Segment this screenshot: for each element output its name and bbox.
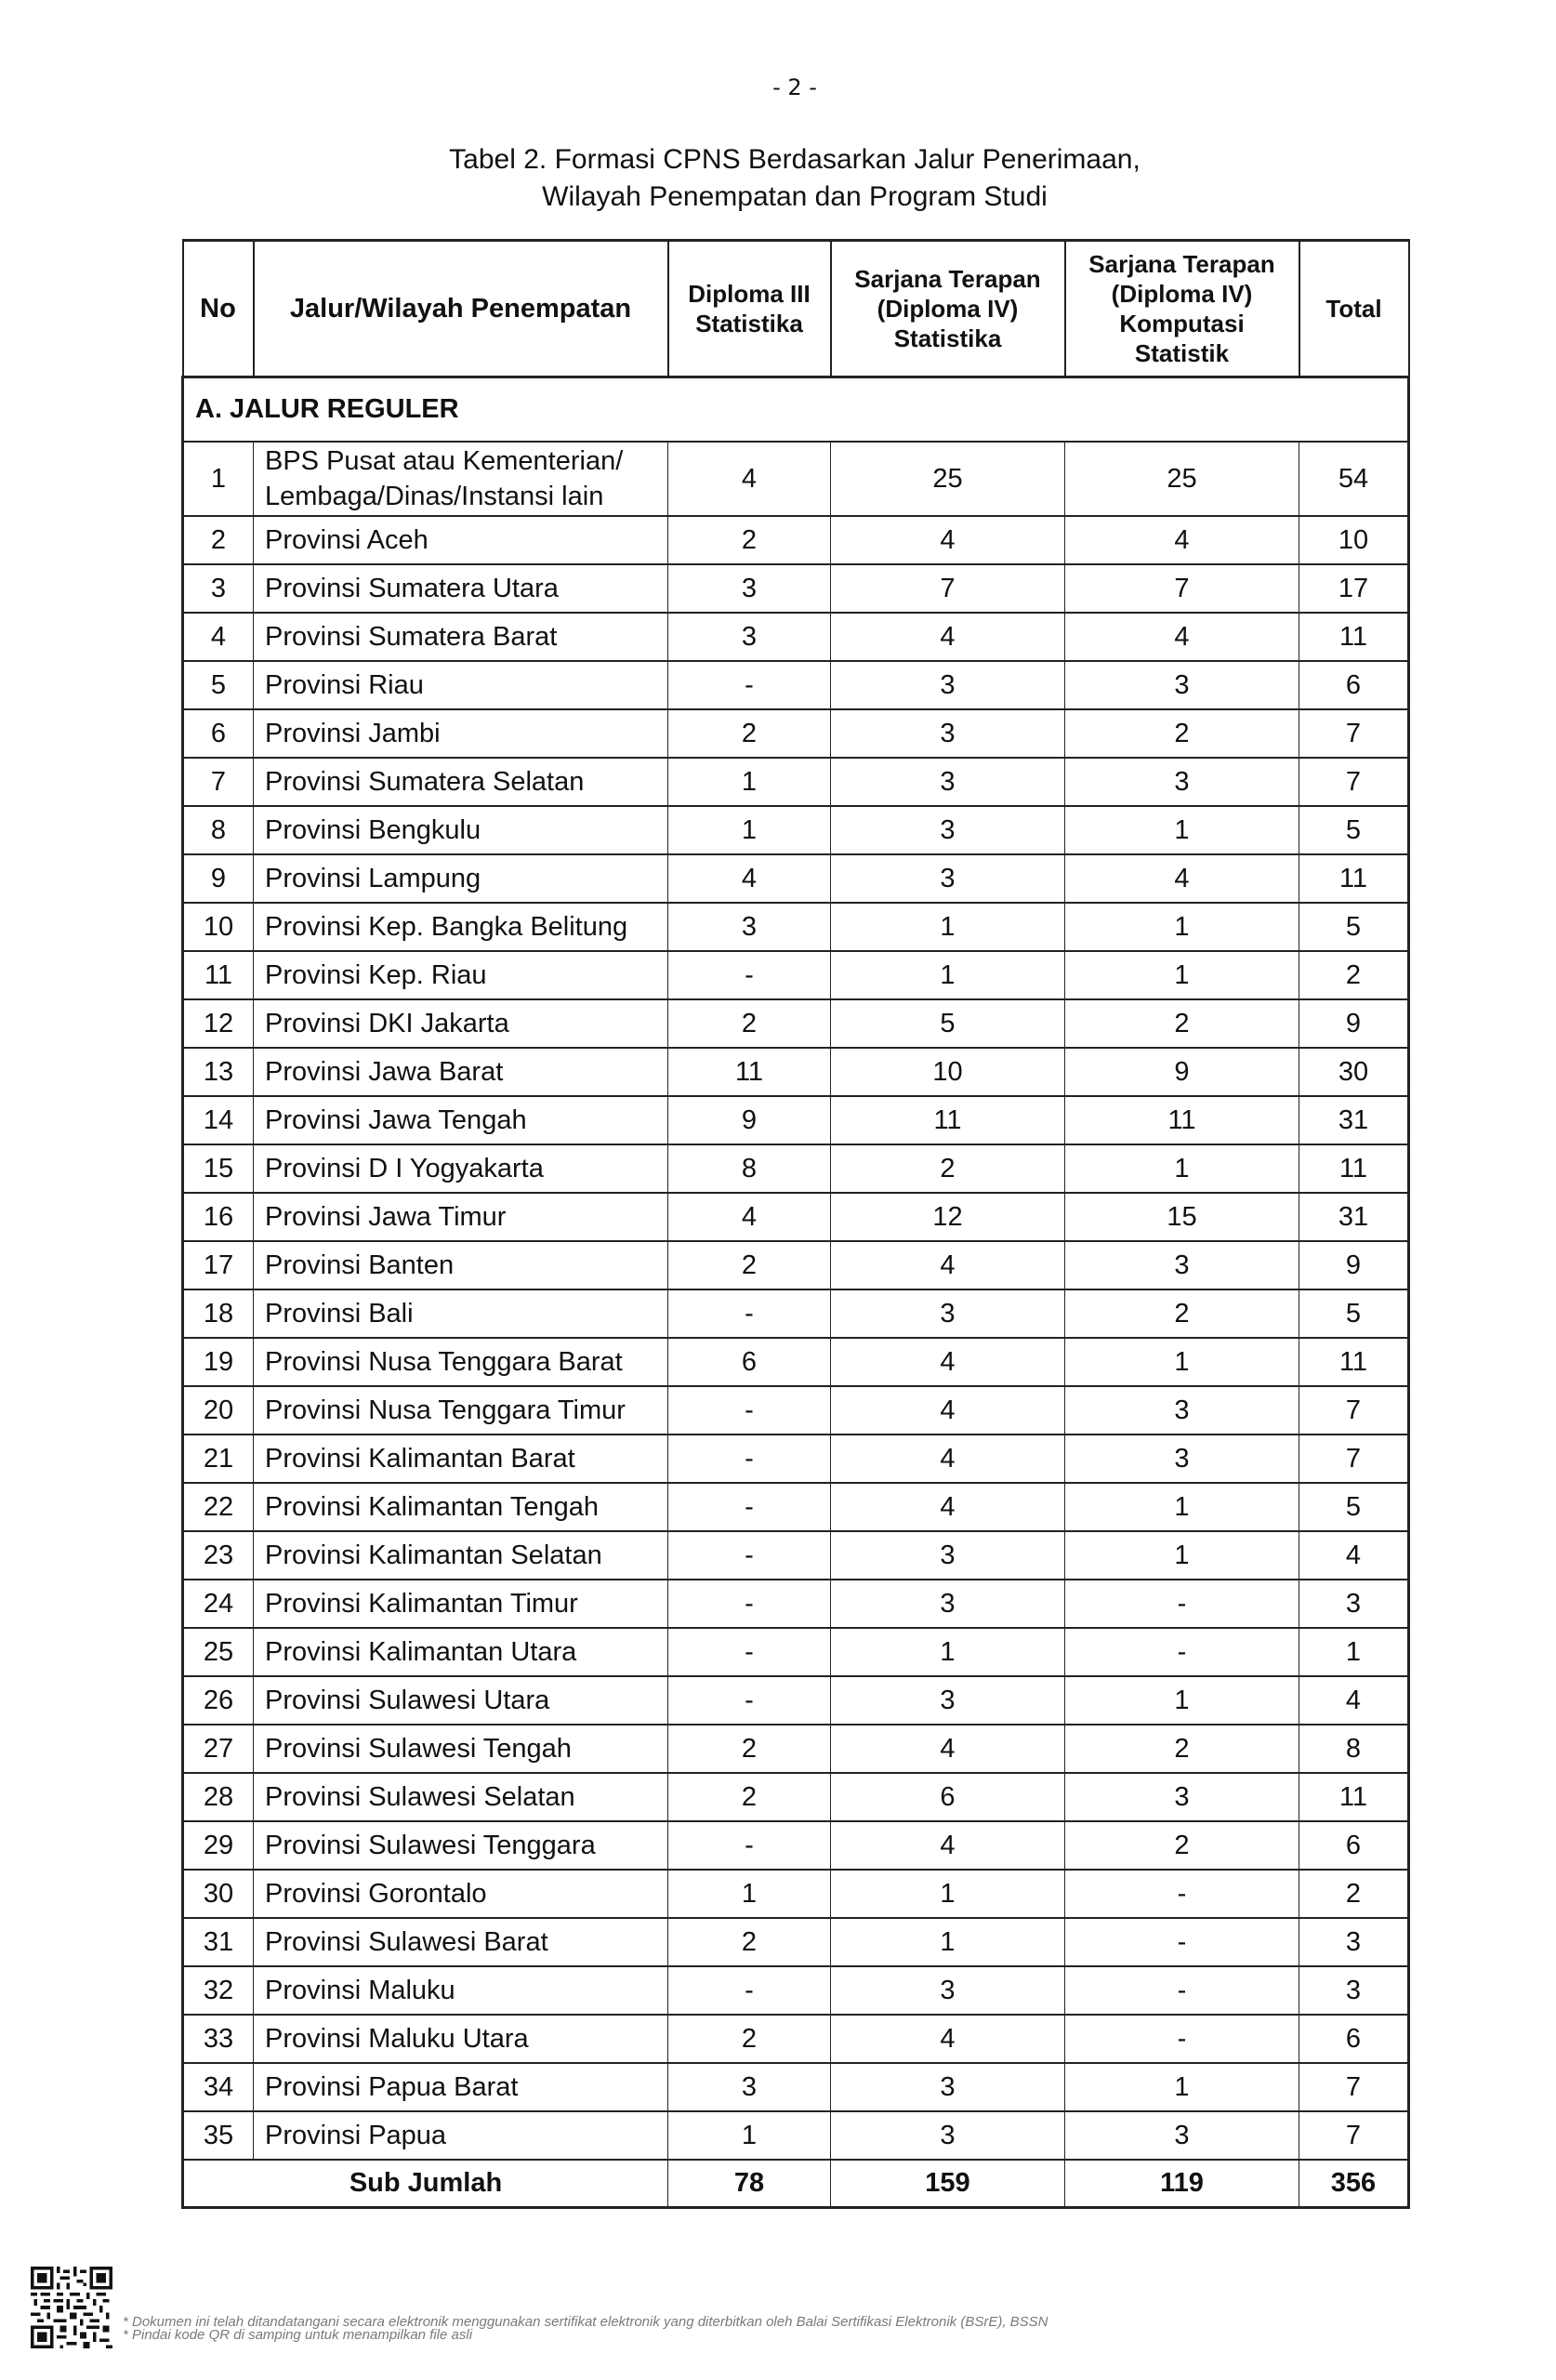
table-row bbox=[183, 1725, 1409, 1773]
table-row bbox=[183, 1580, 1409, 1628]
row-value-d3: - bbox=[668, 1821, 831, 1870]
row-value-d3: 1 bbox=[668, 806, 831, 854]
row-value-total: 7 bbox=[1299, 2111, 1409, 2160]
section-label: A. JALUR REGULER bbox=[183, 377, 1409, 443]
row-value-komp: 25 bbox=[1065, 442, 1299, 516]
row-value-d3: 4 bbox=[668, 442, 831, 516]
row-number: 34 bbox=[183, 2063, 254, 2111]
row-value-st: 12 bbox=[831, 1193, 1065, 1241]
row-location: Provinsi Kalimantan Utara bbox=[254, 1628, 668, 1676]
row-value-d3: 2 bbox=[668, 2015, 831, 2063]
row-location: Provinsi Kep. Riau bbox=[254, 951, 668, 999]
table-row bbox=[183, 1918, 1409, 1966]
row-value-total: 10 bbox=[1299, 516, 1409, 564]
table-row bbox=[183, 1048, 1409, 1096]
row-value-komp: 1 bbox=[1065, 1676, 1299, 1725]
subtotal-label: Sub Jumlah bbox=[183, 2160, 668, 2208]
row-value-total: 6 bbox=[1299, 1821, 1409, 1870]
table-row bbox=[183, 758, 1409, 806]
row-value-komp: 2 bbox=[1065, 1289, 1299, 1338]
row-value-st: 11 bbox=[831, 1096, 1065, 1144]
row-value-komp: 1 bbox=[1065, 1144, 1299, 1193]
table-row bbox=[183, 516, 1409, 564]
row-location: Provinsi Maluku bbox=[254, 1966, 668, 2015]
row-value-d3: - bbox=[668, 1483, 831, 1531]
row-value-komp: 3 bbox=[1065, 1386, 1299, 1435]
subtotal-d3: 78 bbox=[668, 2160, 831, 2208]
row-value-komp: 4 bbox=[1065, 516, 1299, 564]
row-value-total: 5 bbox=[1299, 806, 1409, 854]
row-value-st: 3 bbox=[831, 806, 1065, 854]
row-value-st: 3 bbox=[831, 854, 1065, 903]
table-row bbox=[183, 661, 1409, 709]
row-value-d3: 2 bbox=[668, 709, 831, 758]
row-location: Provinsi Maluku Utara bbox=[254, 2015, 668, 2063]
row-value-komp: 4 bbox=[1065, 854, 1299, 903]
row-value-total: 5 bbox=[1299, 1483, 1409, 1531]
row-value-d3: 2 bbox=[668, 1773, 831, 1821]
row-value-st: 3 bbox=[831, 1966, 1065, 2015]
row-number: 17 bbox=[183, 1241, 254, 1289]
row-value-komp: 2 bbox=[1065, 1821, 1299, 1870]
row-number: 9 bbox=[183, 854, 254, 903]
table-row bbox=[183, 1628, 1409, 1676]
row-value-st: 4 bbox=[831, 516, 1065, 564]
table-row bbox=[183, 613, 1409, 661]
row-number: 33 bbox=[183, 2015, 254, 2063]
row-value-total: 9 bbox=[1299, 999, 1409, 1048]
row-number: 22 bbox=[183, 1483, 254, 1531]
row-number: 7 bbox=[183, 758, 254, 806]
row-value-total: 6 bbox=[1299, 661, 1409, 709]
table-row bbox=[183, 1531, 1409, 1580]
row-value-total: 31 bbox=[1299, 1096, 1409, 1144]
row-value-st: 6 bbox=[831, 1773, 1065, 1821]
row-value-total: 11 bbox=[1299, 854, 1409, 903]
row-value-total: 11 bbox=[1299, 613, 1409, 661]
row-value-d3: - bbox=[668, 661, 831, 709]
row-value-komp: 3 bbox=[1065, 1241, 1299, 1289]
table-row bbox=[183, 1289, 1409, 1338]
table-row bbox=[183, 999, 1409, 1048]
page-number: - 2 - bbox=[772, 74, 817, 100]
subtotal-st: 159 bbox=[831, 2160, 1065, 2208]
row-location: Provinsi Kalimantan Barat bbox=[254, 1435, 668, 1483]
row-location: Provinsi Sulawesi Tenggara bbox=[254, 1821, 668, 1870]
row-number: 20 bbox=[183, 1386, 254, 1435]
row-location: Provinsi Sumatera Selatan bbox=[254, 758, 668, 806]
subtotal-total: 356 bbox=[1299, 2160, 1409, 2208]
row-value-st: 3 bbox=[831, 1531, 1065, 1580]
row-value-komp: 3 bbox=[1065, 1773, 1299, 1821]
row-location: Provinsi Jambi bbox=[254, 709, 668, 758]
row-value-d3: - bbox=[668, 1435, 831, 1483]
row-value-st: 3 bbox=[831, 1289, 1065, 1338]
subtotal-row bbox=[183, 2160, 1409, 2208]
row-value-total: 5 bbox=[1299, 1289, 1409, 1338]
row-value-st: 3 bbox=[831, 2063, 1065, 2111]
header-line: (Diploma IV) bbox=[1111, 280, 1253, 308]
row-value-d3: - bbox=[668, 1531, 831, 1580]
row-location: Provinsi Nusa Tenggara Barat bbox=[254, 1338, 668, 1386]
row-value-komp: 2 bbox=[1065, 709, 1299, 758]
row-value-komp: 3 bbox=[1065, 758, 1299, 806]
row-location: Provinsi Lampung bbox=[254, 854, 668, 903]
table-title bbox=[0, 141, 1556, 216]
table-title-line-1: Tabel 2. Formasi CPNS Berdasarkan Jalur Penerimaan, bbox=[449, 144, 1141, 175]
qr-code-icon bbox=[31, 2267, 112, 2348]
row-value-st: 1 bbox=[831, 903, 1065, 951]
row-value-total: 3 bbox=[1299, 1966, 1409, 2015]
row-value-st: 4 bbox=[831, 1725, 1065, 1773]
table-row bbox=[183, 1241, 1409, 1289]
row-location: Provinsi Bengkulu bbox=[254, 806, 668, 854]
row-number: 11 bbox=[183, 951, 254, 999]
row-value-st: 3 bbox=[831, 2111, 1065, 2160]
row-value-d3: 3 bbox=[668, 564, 831, 613]
row-location: Provinsi Jawa Timur bbox=[254, 1193, 668, 1241]
row-value-st: 5 bbox=[831, 999, 1065, 1048]
row-number: 13 bbox=[183, 1048, 254, 1096]
row-value-komp: 1 bbox=[1065, 2063, 1299, 2111]
row-value-komp: 2 bbox=[1065, 999, 1299, 1048]
row-value-total: 7 bbox=[1299, 1435, 1409, 1483]
row-value-d3: 3 bbox=[668, 903, 831, 951]
header-line: Statistika bbox=[893, 324, 1002, 352]
row-value-d3: - bbox=[668, 1580, 831, 1628]
row-value-komp: - bbox=[1065, 1870, 1299, 1918]
row-value-total: 54 bbox=[1299, 442, 1409, 516]
row-value-d3: - bbox=[668, 1386, 831, 1435]
row-location: Provinsi Kep. Bangka Belitung bbox=[254, 903, 668, 951]
row-number: 32 bbox=[183, 1966, 254, 2015]
row-number: 16 bbox=[183, 1193, 254, 1241]
row-value-d3: 2 bbox=[668, 1725, 831, 1773]
row-location-line: BPS Pusat atau Kementerian/ bbox=[265, 446, 624, 476]
row-number: 12 bbox=[183, 999, 254, 1048]
row-value-d3: 8 bbox=[668, 1144, 831, 1193]
table-header-row bbox=[183, 241, 1409, 377]
row-value-total: 2 bbox=[1299, 1870, 1409, 1918]
row-number: 23 bbox=[183, 1531, 254, 1580]
formasi-table bbox=[181, 239, 1410, 2209]
header-jalur: Jalur/Wilayah Penempatan bbox=[254, 241, 668, 377]
row-number: 18 bbox=[183, 1289, 254, 1338]
row-value-total: 7 bbox=[1299, 2063, 1409, 2111]
row-value-st: 4 bbox=[831, 1435, 1065, 1483]
row-value-st: 3 bbox=[831, 661, 1065, 709]
row-value-komp: - bbox=[1065, 2015, 1299, 2063]
row-value-komp: 3 bbox=[1065, 2111, 1299, 2160]
row-location: Provinsi Nusa Tenggara Timur bbox=[254, 1386, 668, 1435]
row-value-d3: 1 bbox=[668, 758, 831, 806]
row-value-d3: 11 bbox=[668, 1048, 831, 1096]
row-value-d3: 2 bbox=[668, 999, 831, 1048]
row-location: Provinsi Riau bbox=[254, 661, 668, 709]
row-number: 14 bbox=[183, 1096, 254, 1144]
row-value-total: 4 bbox=[1299, 1531, 1409, 1580]
row-value-komp: 1 bbox=[1065, 1531, 1299, 1580]
footer-note-signature: * Dokumen ini telah ditandatangani secara elektronik menggunakan sertifikat elektronik yang diterbitkan oleh Balai Sertifikasi Elektronik (BSrE), BSSN bbox=[123, 2314, 1048, 2330]
row-location: Provinsi Sulawesi Barat bbox=[254, 1918, 668, 1966]
row-value-total: 3 bbox=[1299, 1580, 1409, 1628]
table-row bbox=[183, 1870, 1409, 1918]
header-line: Komputasi bbox=[1119, 310, 1245, 337]
table-row bbox=[183, 709, 1409, 758]
row-number: 19 bbox=[183, 1338, 254, 1386]
row-number: 26 bbox=[183, 1676, 254, 1725]
row-value-komp: 2 bbox=[1065, 1725, 1299, 1773]
row-location: Provinsi Sulawesi Tengah bbox=[254, 1725, 668, 1773]
row-number: 5 bbox=[183, 661, 254, 709]
row-value-st: 1 bbox=[831, 1628, 1065, 1676]
row-value-total: 31 bbox=[1299, 1193, 1409, 1241]
row-value-total: 4 bbox=[1299, 1676, 1409, 1725]
row-location: Provinsi DKI Jakarta bbox=[254, 999, 668, 1048]
table-row bbox=[183, 951, 1409, 999]
header-line: (Diploma IV) bbox=[877, 295, 1019, 323]
row-location: Provinsi Papua Barat bbox=[254, 2063, 668, 2111]
row-value-d3: - bbox=[668, 951, 831, 999]
row-location: Provinsi D I Yogyakarta bbox=[254, 1144, 668, 1193]
header-total: Total bbox=[1299, 241, 1409, 377]
header-sarjana-terapan-statistika bbox=[831, 241, 1065, 377]
row-number: 28 bbox=[183, 1773, 254, 1821]
footer-notes bbox=[123, 2316, 1238, 2342]
row-number: 30 bbox=[183, 1870, 254, 1918]
footer-note-qr: * Pindai kode QR di samping untuk menampilkan file asli bbox=[123, 2327, 473, 2343]
row-value-total: 11 bbox=[1299, 1338, 1409, 1386]
header-diploma-iii bbox=[668, 241, 831, 377]
table-row bbox=[183, 1676, 1409, 1725]
row-value-total: 1 bbox=[1299, 1628, 1409, 1676]
table-row bbox=[183, 1435, 1409, 1483]
row-value-total: 30 bbox=[1299, 1048, 1409, 1096]
row-value-d3: 6 bbox=[668, 1338, 831, 1386]
row-value-total: 11 bbox=[1299, 1144, 1409, 1193]
row-location: Provinsi Sulawesi Selatan bbox=[254, 1773, 668, 1821]
row-value-total: 8 bbox=[1299, 1725, 1409, 1773]
row-location: Provinsi Kalimantan Timur bbox=[254, 1580, 668, 1628]
row-number: 29 bbox=[183, 1821, 254, 1870]
header-line: Statistika bbox=[695, 310, 803, 337]
table-row bbox=[183, 1966, 1409, 2015]
row-value-komp: - bbox=[1065, 1966, 1299, 2015]
row-number: 27 bbox=[183, 1725, 254, 1773]
row-location: Provinsi Jawa Barat bbox=[254, 1048, 668, 1096]
row-number: 6 bbox=[183, 709, 254, 758]
table-row bbox=[183, 564, 1409, 613]
row-number: 25 bbox=[183, 1628, 254, 1676]
row-value-d3: 2 bbox=[668, 1241, 831, 1289]
row-value-st: 2 bbox=[831, 1144, 1065, 1193]
row-value-d3: - bbox=[668, 1289, 831, 1338]
row-location: Provinsi Banten bbox=[254, 1241, 668, 1289]
row-value-st: 10 bbox=[831, 1048, 1065, 1096]
row-value-st: 4 bbox=[831, 1241, 1065, 1289]
row-value-d3: - bbox=[668, 1628, 831, 1676]
row-value-st: 4 bbox=[831, 2015, 1065, 2063]
header-no: No bbox=[183, 241, 254, 377]
row-value-d3: 9 bbox=[668, 1096, 831, 1144]
row-value-total: 5 bbox=[1299, 903, 1409, 951]
table-row bbox=[183, 854, 1409, 903]
row-value-st: 4 bbox=[831, 613, 1065, 661]
row-number: 10 bbox=[183, 903, 254, 951]
table-row bbox=[183, 1144, 1409, 1193]
row-value-total: 7 bbox=[1299, 758, 1409, 806]
row-value-d3: 4 bbox=[668, 1193, 831, 1241]
row-value-st: 4 bbox=[831, 1821, 1065, 1870]
row-number: 35 bbox=[183, 2111, 254, 2160]
row-value-st: 3 bbox=[831, 709, 1065, 758]
row-value-total: 9 bbox=[1299, 1241, 1409, 1289]
row-value-st: 3 bbox=[831, 1676, 1065, 1725]
row-value-komp: 1 bbox=[1065, 951, 1299, 999]
header-line: Sarjana Terapan bbox=[854, 265, 1041, 293]
row-value-d3: 3 bbox=[668, 613, 831, 661]
row-location: Provinsi Kalimantan Selatan bbox=[254, 1531, 668, 1580]
row-value-st: 4 bbox=[831, 1338, 1065, 1386]
row-value-komp: 11 bbox=[1065, 1096, 1299, 1144]
row-value-komp: 3 bbox=[1065, 1435, 1299, 1483]
row-value-komp: 7 bbox=[1065, 564, 1299, 613]
row-value-st: 1 bbox=[831, 1870, 1065, 1918]
row-number: 4 bbox=[183, 613, 254, 661]
row-location: Provinsi Gorontalo bbox=[254, 1870, 668, 1918]
row-number: 21 bbox=[183, 1435, 254, 1483]
row-location bbox=[254, 442, 668, 516]
row-location: Provinsi Sumatera Barat bbox=[254, 613, 668, 661]
row-value-komp: - bbox=[1065, 1580, 1299, 1628]
row-number: 1 bbox=[183, 442, 254, 516]
row-value-st: 4 bbox=[831, 1386, 1065, 1435]
row-location: Provinsi Bali bbox=[254, 1289, 668, 1338]
table-row bbox=[183, 1483, 1409, 1531]
row-number: 15 bbox=[183, 1144, 254, 1193]
row-value-komp: 15 bbox=[1065, 1193, 1299, 1241]
header-line: Statistik bbox=[1134, 339, 1230, 367]
table-row bbox=[183, 1386, 1409, 1435]
table-title-line-2: Wilayah Penempatan dan Program Studi bbox=[542, 181, 1048, 212]
row-number: 8 bbox=[183, 806, 254, 854]
row-value-d3: - bbox=[668, 1966, 831, 2015]
row-location: Provinsi Kalimantan Tengah bbox=[254, 1483, 668, 1531]
row-value-komp: 9 bbox=[1065, 1048, 1299, 1096]
row-value-total: 7 bbox=[1299, 1386, 1409, 1435]
table-row bbox=[183, 442, 1409, 516]
row-value-komp: 1 bbox=[1065, 903, 1299, 951]
row-value-total: 2 bbox=[1299, 951, 1409, 999]
row-location: Provinsi Sulawesi Utara bbox=[254, 1676, 668, 1725]
row-location: Provinsi Aceh bbox=[254, 516, 668, 564]
table-row bbox=[183, 1821, 1409, 1870]
row-number: 31 bbox=[183, 1918, 254, 1966]
row-value-st: 25 bbox=[831, 442, 1065, 516]
row-value-st: 4 bbox=[831, 1483, 1065, 1531]
table-row bbox=[183, 1773, 1409, 1821]
table-row bbox=[183, 2015, 1409, 2063]
row-value-d3: 2 bbox=[668, 1918, 831, 1966]
row-value-komp: 4 bbox=[1065, 613, 1299, 661]
row-value-st: 7 bbox=[831, 564, 1065, 613]
header-line: Diploma III bbox=[688, 280, 811, 308]
row-location: Provinsi Sumatera Utara bbox=[254, 564, 668, 613]
row-value-d3: 1 bbox=[668, 2111, 831, 2160]
row-value-komp: 1 bbox=[1065, 1483, 1299, 1531]
row-value-d3: 2 bbox=[668, 516, 831, 564]
row-value-komp: 1 bbox=[1065, 806, 1299, 854]
row-location: Provinsi Papua bbox=[254, 2111, 668, 2160]
row-value-total: 17 bbox=[1299, 564, 1409, 613]
row-value-total: 3 bbox=[1299, 1918, 1409, 1966]
table-row bbox=[183, 903, 1409, 951]
table-row bbox=[183, 1096, 1409, 1144]
row-location-line: Lembaga/Dinas/Instansi lain bbox=[265, 482, 604, 511]
row-number: 3 bbox=[183, 564, 254, 613]
row-value-komp: 3 bbox=[1065, 661, 1299, 709]
row-value-d3: 4 bbox=[668, 854, 831, 903]
row-value-st: 1 bbox=[831, 951, 1065, 999]
row-value-komp: - bbox=[1065, 1918, 1299, 1966]
row-value-total: 11 bbox=[1299, 1773, 1409, 1821]
table-row bbox=[183, 1193, 1409, 1241]
row-value-d3: - bbox=[668, 1676, 831, 1725]
row-value-komp: - bbox=[1065, 1628, 1299, 1676]
table-row bbox=[183, 2063, 1409, 2111]
table-row bbox=[183, 806, 1409, 854]
section-row-jalur-reguler bbox=[183, 377, 1409, 443]
row-value-komp: 1 bbox=[1065, 1338, 1299, 1386]
row-value-d3: 1 bbox=[668, 1870, 831, 1918]
row-value-total: 6 bbox=[1299, 2015, 1409, 2063]
row-value-st: 3 bbox=[831, 758, 1065, 806]
row-value-st: 1 bbox=[831, 1918, 1065, 1966]
subtotal-komp: 119 bbox=[1065, 2160, 1299, 2208]
row-value-st: 3 bbox=[831, 1580, 1065, 1628]
row-number: 24 bbox=[183, 1580, 254, 1628]
header-line: Sarjana Terapan bbox=[1088, 250, 1275, 278]
row-number: 2 bbox=[183, 516, 254, 564]
row-value-total: 7 bbox=[1299, 709, 1409, 758]
table-row bbox=[183, 2111, 1409, 2160]
table-row bbox=[183, 1338, 1409, 1386]
row-value-d3: 3 bbox=[668, 2063, 831, 2111]
row-location: Provinsi Jawa Tengah bbox=[254, 1096, 668, 1144]
header-sarjana-terapan-komputasi bbox=[1065, 241, 1299, 377]
